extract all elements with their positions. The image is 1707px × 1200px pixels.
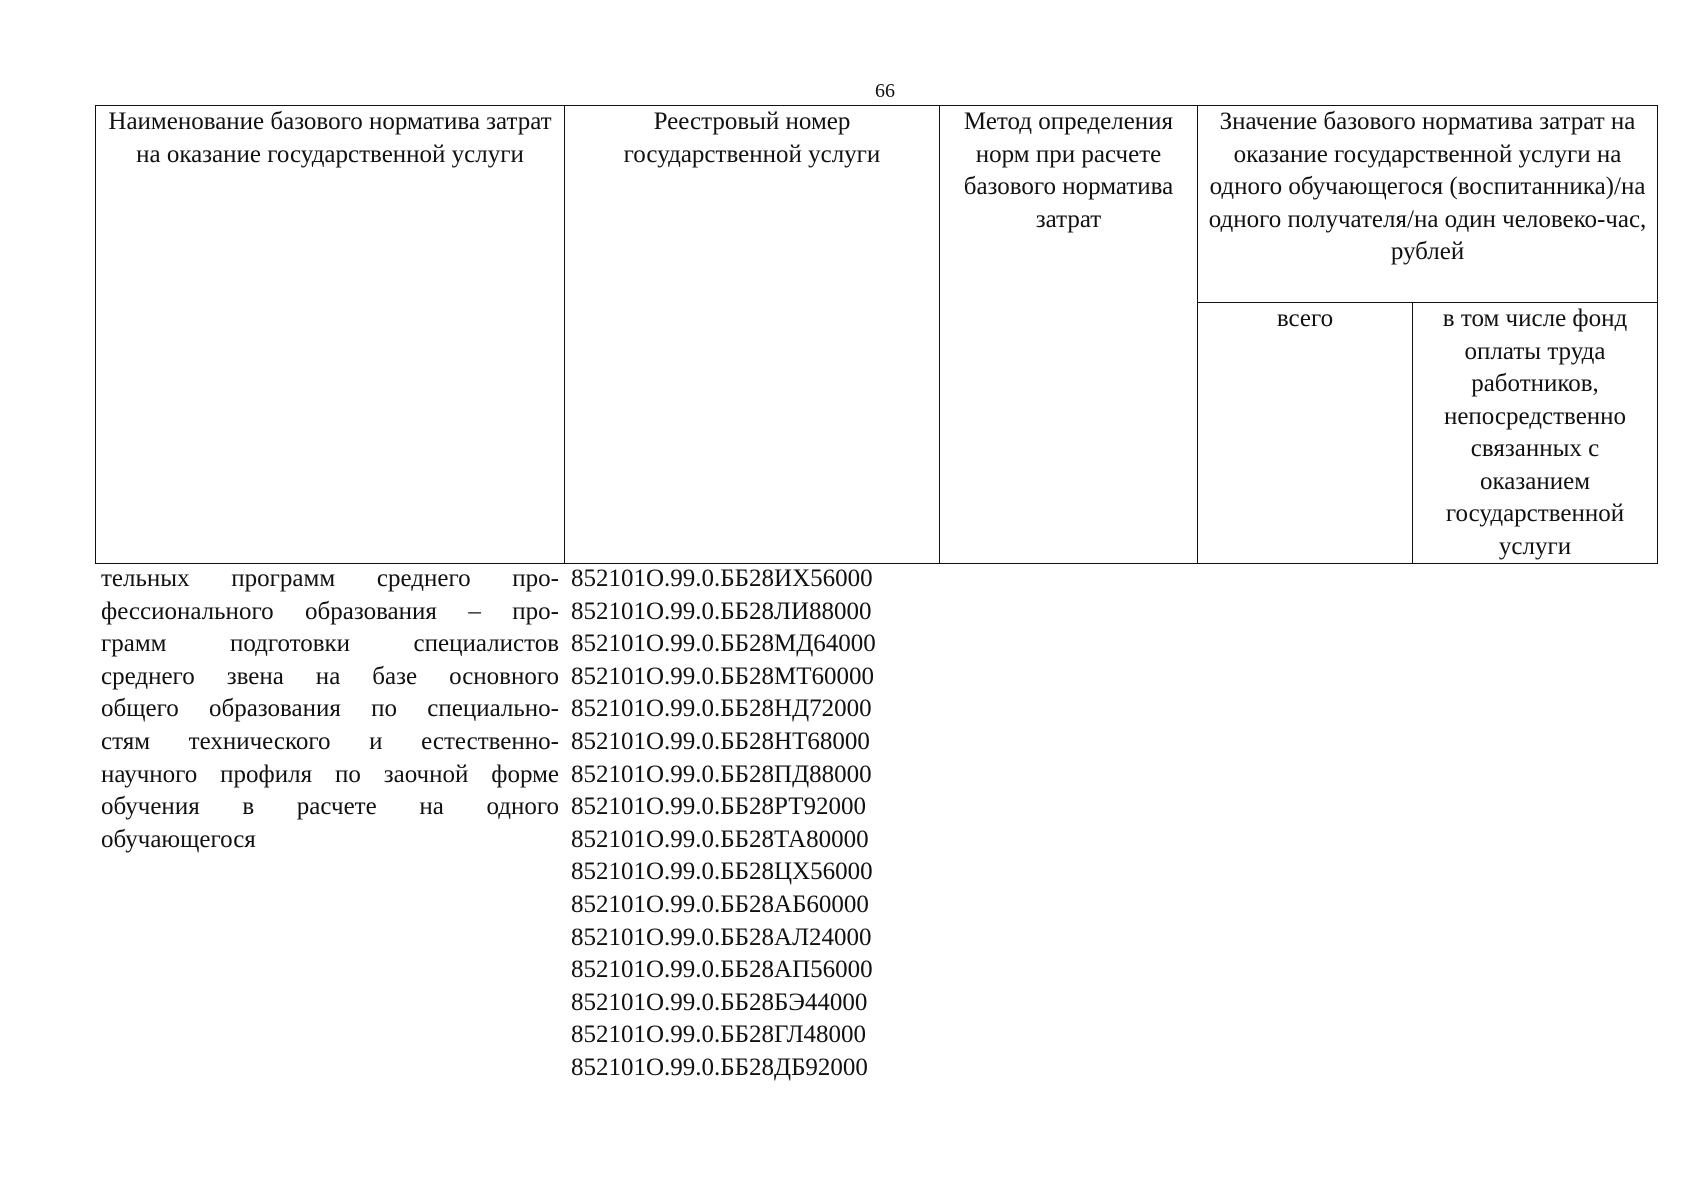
registry-code: 852101О.99.0.ББ28АБ60000 <box>571 890 869 918</box>
registry-code: 852101О.99.0.ББ28НТ68000 <box>571 727 870 755</box>
description-line: научного профиля по заочной форме <box>101 760 559 788</box>
registry-code: 852101О.99.0.ББ28МД64000 <box>571 630 876 658</box>
registry-code: 852101О.99.0.ББ28НД72000 <box>571 695 872 723</box>
header-registry-number: Реестровый номер государственной услуги <box>565 106 940 564</box>
description-line: тельных программ среднего про- <box>101 565 559 592</box>
header-payroll-fund: в том числе фонд оплаты труда работников, непосредственно связанных с оказанием государственной услуги <box>1413 303 1658 564</box>
registry-code: 852101О.99.0.ББ28ПД88000 <box>571 760 872 788</box>
header-norm-name: Наименование базового норматива затрат на оказание государственной услуги <box>96 106 565 564</box>
description-line: обучения в расчете на одного <box>101 793 559 821</box>
registry-code: 852101О.99.0.ББ28ЛИ88000 <box>571 597 872 625</box>
registry-code: 852101О.99.0.ББ28РТ92000 <box>571 793 866 821</box>
header-method: Метод определения норм при расчете базового норматива затрат <box>940 106 1198 564</box>
registry-code: 852101О.99.0.ББ28ДБ92000 <box>571 1053 868 1081</box>
description-line: фессионального образования – про- <box>101 597 559 625</box>
description-line: обучающегося <box>101 825 256 853</box>
norm-header-table <box>95 105 1658 564</box>
description-line: стям технического и естественно- <box>101 727 559 755</box>
registry-code: 852101О.99.0.ББ28ЦХ56000 <box>571 858 873 886</box>
registry-code-list <box>571 563 876 1085</box>
header-total: всего <box>1198 303 1413 564</box>
registry-code: 852101О.99.0.ББ28ГЛ48000 <box>571 1021 867 1049</box>
description-line: грамм подготовки специалистов <box>101 630 559 658</box>
registry-code: 852101О.99.0.ББ28АЛ24000 <box>571 923 872 951</box>
description-line: среднего звена на базе основного <box>101 662 559 690</box>
registry-code: 852101О.99.0.ББ28АП56000 <box>571 956 873 984</box>
registry-code: 852101О.99.0.ББ28ТА80000 <box>571 825 869 853</box>
header-norm-value: Значение базового норматива затрат на оказание государственной услуги на одного обучающегося (воспитанника)/на одного получателя/на один человеко-час, рублей <box>1198 106 1658 303</box>
page-number: 66 <box>875 80 895 102</box>
registry-code: 852101О.99.0.ББ28ИХ56000 <box>571 565 873 592</box>
registry-code: 852101О.99.0.ББ28МТ60000 <box>571 662 875 690</box>
description-line: общего образования по специально- <box>101 695 559 723</box>
norm-description <box>101 563 559 856</box>
registry-code: 852101О.99.0.ББ28БЭ44000 <box>571 988 868 1016</box>
